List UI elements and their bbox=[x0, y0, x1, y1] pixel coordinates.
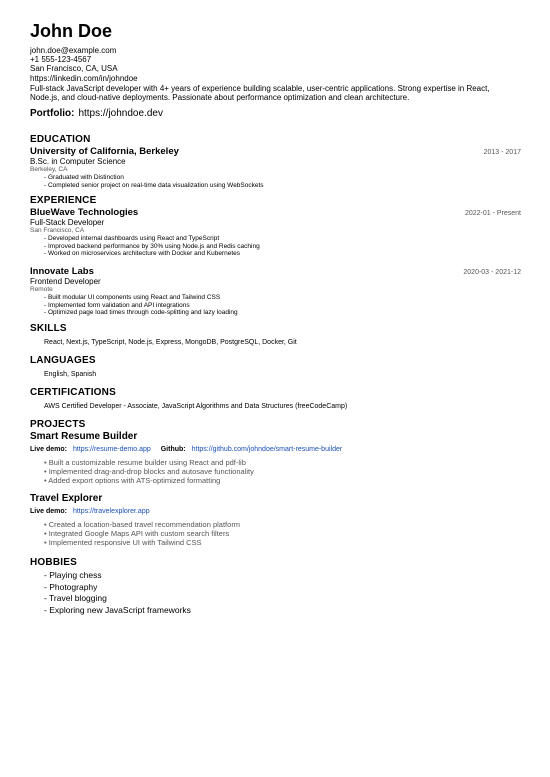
list-item: • Added export options with ATS-optimized formatting bbox=[44, 476, 221, 486]
hobbies-section bbox=[30, 557, 521, 616]
project-links bbox=[30, 507, 521, 516]
list-item: • Integrated Google Maps API with custom search filters bbox=[44, 529, 230, 539]
list-item: - Travel blogging bbox=[44, 593, 107, 604]
project-bullets bbox=[30, 458, 521, 485]
list-item: - Completed senior project on real-time data visualization using WebSockets bbox=[44, 181, 264, 189]
company-name: Innovate Labs bbox=[30, 265, 94, 277]
job-dates: 2022-01 - Present bbox=[464, 209, 521, 217]
section-title-education: EDUCATION bbox=[30, 133, 91, 145]
list-item: • Implemented drag-and-drop blocks and autosave functionality bbox=[44, 467, 254, 477]
github-label: Github: bbox=[160, 446, 186, 454]
list-item: - Built modular UI components using React and Tailwind CSS bbox=[44, 294, 221, 302]
job-entry bbox=[30, 207, 521, 258]
project-name: Travel Explorer bbox=[30, 493, 103, 505]
section-title-hobbies: HOBBIES bbox=[30, 557, 77, 569]
list-item: - Graduated with Distinction bbox=[44, 174, 124, 182]
section-title-skills: SKILLS bbox=[30, 323, 67, 335]
certifications-list: AWS Certified Developer - Associate, JavaScript Algorithms and Data Structures (freeCodeCamp) bbox=[44, 403, 348, 411]
list-item: - Implemented form validation and API integrations bbox=[44, 301, 190, 309]
list-item: - Developed internal dashboards using React and TypeScript bbox=[44, 235, 220, 242]
hobbies-list bbox=[30, 570, 521, 616]
list-item: - Improved backend performance by 30% using Node.js and Redis caching bbox=[44, 242, 260, 250]
job-bullets bbox=[30, 235, 521, 258]
certifications-section bbox=[30, 387, 521, 411]
portfolio-line bbox=[30, 108, 521, 120]
section-title-languages: LANGUAGES bbox=[30, 355, 96, 367]
list-item: - Photography bbox=[44, 581, 98, 592]
job-location: Remote bbox=[30, 286, 53, 294]
project-links bbox=[30, 445, 521, 454]
list-item: - Playing chess bbox=[44, 570, 102, 581]
education-dates: 2013 - 2017 bbox=[483, 148, 521, 156]
job-location: San Francisco, CA bbox=[30, 227, 85, 234]
school-name: University of California, Berkeley bbox=[30, 145, 179, 157]
list-item: - Optimized page load times through code-splitting and lazy loading bbox=[44, 309, 238, 317]
location: San Francisco, CA, USA bbox=[30, 64, 118, 74]
experience-section bbox=[30, 195, 521, 318]
live-demo-label: Live demo: bbox=[30, 446, 67, 454]
degree: B.Sc. in Computer Science bbox=[30, 156, 126, 166]
list-item: • Built a customizable resume builder using React and pdf-lib bbox=[44, 458, 246, 468]
linkedin-link[interactable]: https://linkedin.com/in/johndoe bbox=[30, 73, 138, 83]
job-role: Frontend Developer bbox=[30, 276, 101, 286]
project-entry bbox=[30, 431, 521, 485]
education-bullets bbox=[30, 174, 521, 189]
live-demo-link[interactable]: https://travelexplorer.app bbox=[72, 508, 150, 516]
education-location: Berkeley, CA bbox=[30, 166, 68, 174]
email-link[interactable]: john.doe@example.com bbox=[30, 46, 117, 55]
project-bullets bbox=[30, 520, 521, 547]
company-name: BlueWave Technologies bbox=[30, 206, 139, 218]
project-entry bbox=[30, 493, 521, 547]
section-title-projects: PROJECTS bbox=[30, 419, 86, 431]
portfolio-link[interactable]: https://johndoe.dev bbox=[78, 107, 163, 119]
skills-list: React, Next.js, TypeScript, Node.js, Express, MongoDB, PostgreSQL, Docker, Git bbox=[44, 339, 297, 347]
section-title-certifications: CERTIFICATIONS bbox=[30, 387, 116, 399]
job-entry bbox=[30, 266, 521, 317]
job-dates: 2020-03 - 2021-12 bbox=[463, 268, 521, 276]
languages-list: English, Spanish bbox=[44, 371, 97, 379]
candidate-name: John Doe bbox=[30, 21, 113, 41]
skills-section bbox=[30, 323, 521, 347]
list-item: - Worked on microservices architecture with Docker and Kubernetes bbox=[44, 250, 241, 258]
phone: +1 555-123-4567 bbox=[30, 55, 92, 65]
live-demo-label: Live demo: bbox=[30, 508, 67, 516]
education-entry bbox=[30, 146, 521, 157]
job-bullets bbox=[30, 294, 521, 317]
contact-block bbox=[30, 46, 521, 83]
list-item: • Implemented responsive UI with Tailwind CSS bbox=[44, 538, 202, 548]
github-link[interactable]: https://github.com/johndoe/smart-resume-builder bbox=[191, 446, 343, 454]
live-demo-link[interactable]: https://resume-demo.app bbox=[72, 446, 151, 454]
summary: Full-stack JavaScript developer with 4+ years of experience building scalable, user-centric applications. Strong expertise in React, Node.js, and cloud-native deployments. Passionate about performance optimization and clean architecture. bbox=[30, 83, 490, 103]
education-section bbox=[30, 134, 521, 190]
project-name: Smart Resume Builder bbox=[30, 431, 138, 443]
header bbox=[30, 20, 521, 120]
projects-section bbox=[30, 419, 521, 547]
list-item: • Created a location-based travel recommendation platform bbox=[44, 520, 241, 530]
job-role: Full-Stack Developer bbox=[30, 217, 105, 227]
section-title-experience: EXPERIENCE bbox=[30, 194, 97, 206]
portfolio-label: Portfolio: bbox=[30, 107, 75, 119]
list-item: - Exploring new JavaScript frameworks bbox=[44, 604, 191, 615]
languages-section bbox=[30, 355, 521, 379]
